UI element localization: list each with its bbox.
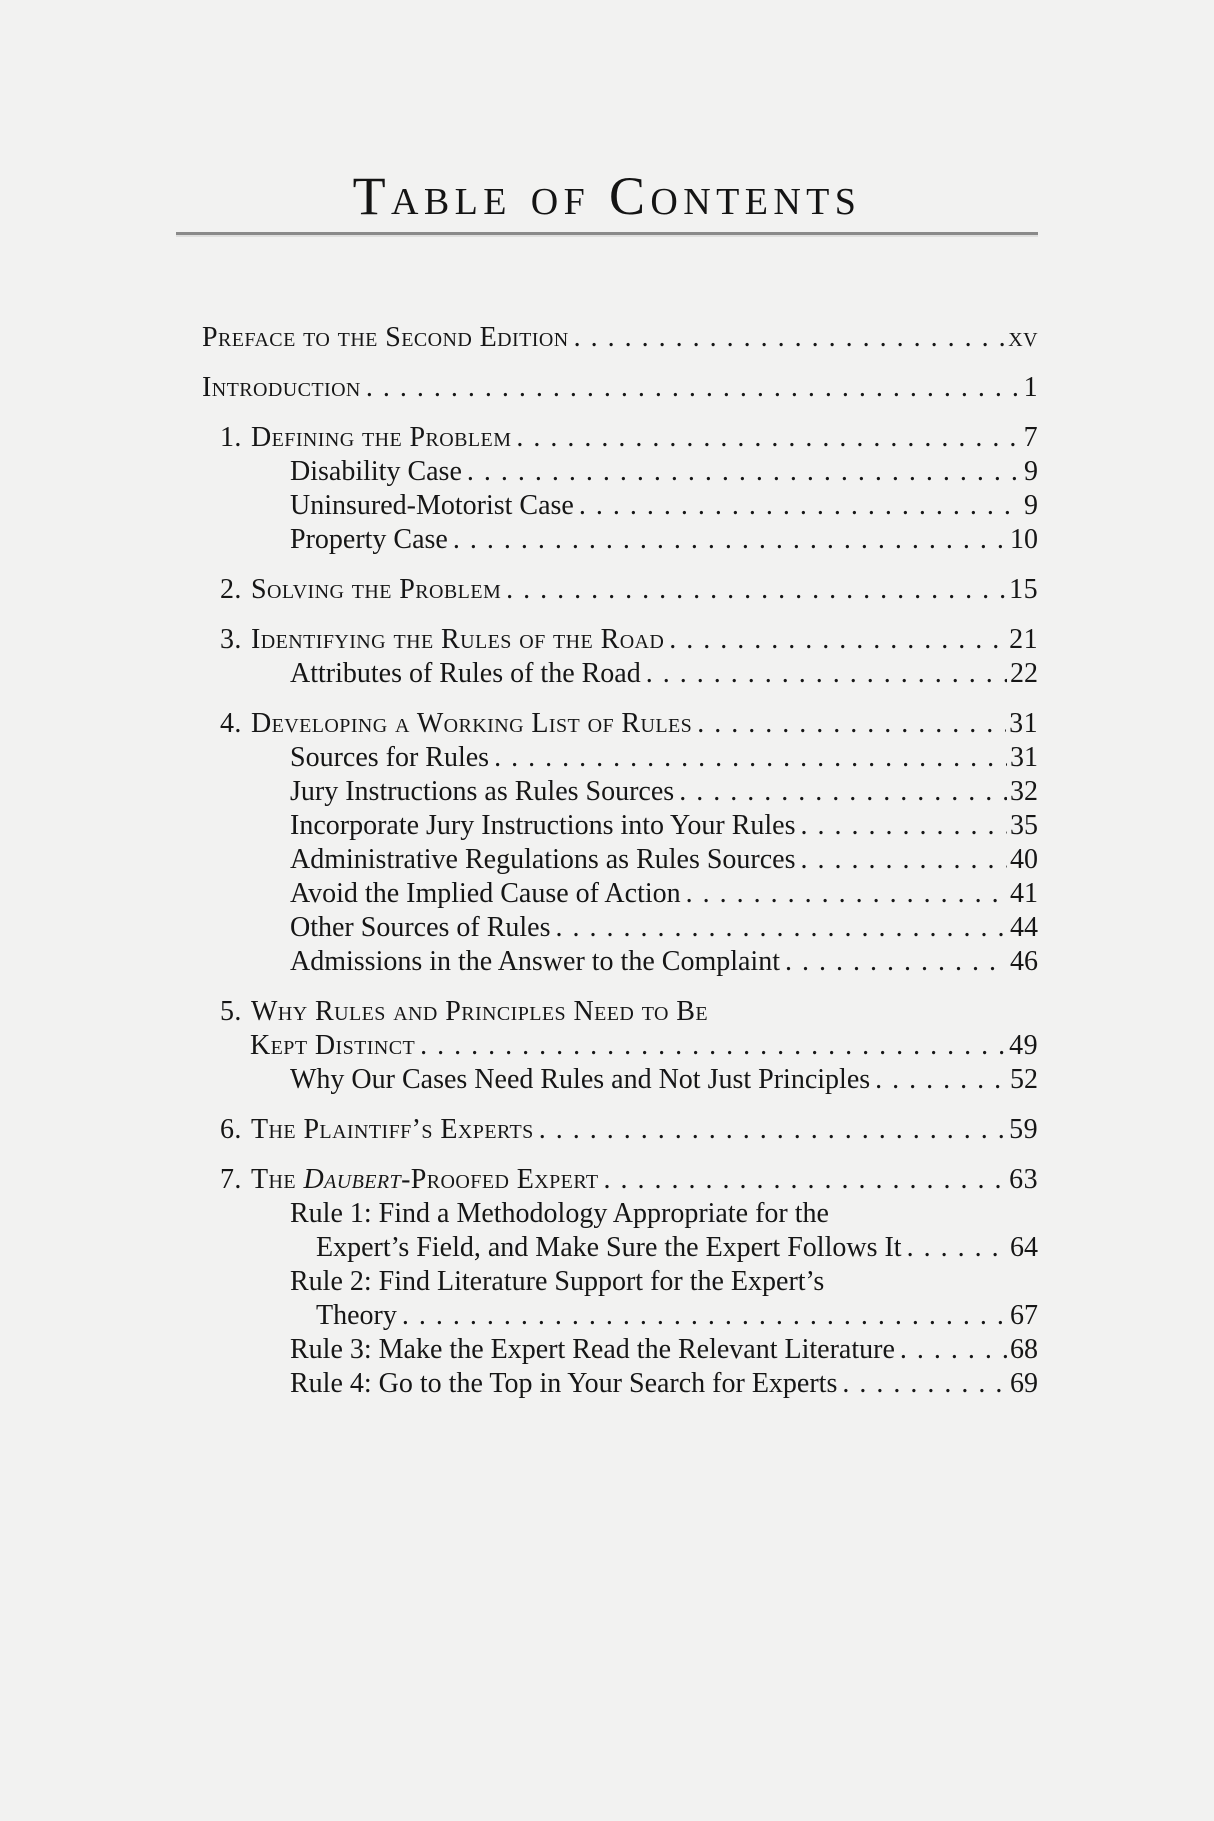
toc-entry-page: 64 (1010, 1232, 1038, 1263)
toc-entry-label: Identifying the Rules of the Road (251, 624, 665, 655)
dot-leader (366, 371, 1021, 405)
toc-entry-page: 1 (1023, 372, 1038, 403)
toc-entry (202, 1113, 1038, 1147)
dot-leader (801, 809, 1007, 843)
toc-entry-label: Disability Case (290, 456, 462, 487)
toc-entry-label: Rule 3: Make the Expert Read the Relevant Literature (290, 1334, 895, 1365)
dot-leader (679, 775, 1007, 809)
dot-leader (556, 911, 1007, 945)
toc-entry (202, 843, 1038, 877)
dot-leader (516, 421, 1020, 455)
toc-entry (202, 1333, 1038, 1367)
toc-entry-page: 69 (1010, 1368, 1038, 1399)
toc-entry-page: 63 (1009, 1164, 1038, 1195)
toc-entry-number: 4. (220, 708, 242, 739)
dot-leader (785, 945, 1007, 979)
dot-leader (420, 1029, 1006, 1063)
toc-entry-label: Property Case (290, 524, 448, 555)
toc-entry (202, 877, 1038, 911)
toc-entry-label: Rule 1: Find a Methodology Appropriate for the (290, 1198, 829, 1229)
toc-entry-page: xv (1008, 322, 1038, 353)
toc-entry-label: Defining the Problem (251, 422, 512, 453)
toc-entry (202, 1367, 1038, 1401)
table-of-contents (202, 321, 1038, 1401)
toc-entry-label: Why Rules and Principles Need to Be (251, 996, 709, 1027)
toc-entry-label: Introduction (202, 372, 361, 403)
toc-entry (202, 1299, 1038, 1333)
toc-entry (202, 775, 1038, 809)
toc-entry-label: Kept Distinct (250, 1030, 416, 1061)
dot-leader (875, 1063, 1007, 1097)
toc-entry-page: 68 (1010, 1334, 1038, 1365)
toc-entry-label: Admissions in the Answer to the Complaint (290, 946, 780, 977)
dot-leader (907, 1231, 1007, 1265)
toc-entry (202, 911, 1038, 945)
toc-entry-page: 22 (1010, 658, 1038, 689)
toc-entry-page: 9 (1024, 456, 1038, 487)
toc-entry-page: 31 (1010, 742, 1038, 773)
toc-entry-page: 52 (1010, 1064, 1038, 1095)
toc-entry-page: 15 (1009, 574, 1038, 605)
toc-entry-label: Avoid the Implied Cause of Action (290, 878, 681, 909)
toc-entry-label: Sources for Rules (290, 742, 490, 773)
toc-entry (202, 657, 1038, 691)
toc-entry-label: Rule 4: Go to the Top in Your Search for Experts (290, 1368, 838, 1399)
toc-entry-label: Developing a Working List of Rules (251, 708, 693, 739)
toc-entry-page: 35 (1010, 810, 1038, 841)
toc-entry-page: 40 (1010, 844, 1038, 875)
toc-entry-page: 10 (1010, 524, 1038, 555)
toc-entry (202, 573, 1038, 607)
toc-entry-number: 7. (220, 1164, 242, 1195)
toc-entry-label (251, 1163, 599, 1197)
toc-entry-label: Administrative Regulations as Rules Sources (290, 844, 796, 875)
dot-leader (646, 657, 1007, 691)
toc-entry-page: 31 (1009, 708, 1038, 739)
toc-entry (202, 1265, 1038, 1299)
dot-leader (539, 1113, 1006, 1147)
dot-leader (494, 741, 1007, 775)
dot-leader (604, 1163, 1007, 1197)
toc-entry (202, 455, 1038, 489)
toc-entry (202, 321, 1038, 355)
toc-entry (202, 707, 1038, 741)
toc-entry (202, 421, 1038, 455)
toc-entry-page: 44 (1010, 912, 1038, 943)
toc-entry-label-pre: The (251, 1164, 304, 1195)
toc-entry-page: 9 (1024, 490, 1038, 521)
dot-leader (801, 843, 1008, 877)
toc-entry-label: Jury Instructions as Rules Sources (290, 776, 675, 807)
toc-entry-number: 3. (220, 624, 242, 655)
toc-entry-page: 46 (1010, 946, 1038, 977)
dot-leader (574, 321, 1006, 355)
toc-entry-page: 59 (1009, 1114, 1038, 1145)
toc-entry-label-italic: Daubert (303, 1164, 402, 1195)
toc-entry-number: 2. (220, 574, 242, 605)
dot-leader (669, 623, 1006, 657)
toc-entry-page: 67 (1010, 1300, 1038, 1331)
dot-leader (686, 877, 1007, 911)
toc-entry-label: Attributes of Rules of the Road (290, 658, 641, 689)
toc-entry-label: Expert’s Field, and Make Sure the Expert Follows It (316, 1232, 902, 1263)
toc-entry-label: Why Our Cases Need Rules and Not Just Principles (290, 1064, 871, 1095)
toc-entry (202, 995, 1038, 1029)
toc-entry-label: Incorporate Jury Instructions into Your Rules (290, 810, 796, 841)
toc-entry-page: 49 (1009, 1030, 1038, 1061)
toc-entry (202, 489, 1038, 523)
title-rule (176, 232, 1038, 235)
toc-entry-label: Theory (316, 1300, 397, 1331)
toc-entry (202, 623, 1038, 657)
dot-leader (579, 489, 1021, 523)
toc-entry (202, 523, 1038, 557)
toc-entry (202, 741, 1038, 775)
toc-entry-label: Preface to the Second Edition (202, 322, 569, 353)
toc-entry-page: 32 (1010, 776, 1038, 807)
toc-entry (202, 809, 1038, 843)
toc-entry-label: Other Sources of Rules (290, 912, 551, 943)
dot-leader (453, 523, 1007, 557)
dot-leader (900, 1333, 1007, 1367)
page-header (176, 160, 1038, 235)
toc-entry (202, 1029, 1038, 1063)
toc-entry-number: 6. (220, 1114, 242, 1145)
toc-entry-label: Uninsured-Motorist Case (290, 490, 574, 521)
toc-entry (202, 945, 1038, 979)
dot-leader (402, 1299, 1007, 1333)
page-title: Table of Contents (352, 166, 862, 226)
toc-entry (202, 1163, 1038, 1197)
toc-entry-page: 41 (1010, 878, 1038, 909)
dot-leader (697, 707, 1006, 741)
toc-entry-label: The Plaintiff’s Experts (251, 1114, 534, 1145)
toc-entry (202, 1063, 1038, 1097)
dot-leader (842, 1367, 1007, 1401)
toc-entry (202, 1231, 1038, 1265)
toc-entry-number: 1. (220, 422, 242, 453)
toc-entry-number: 5. (220, 996, 242, 1027)
toc-entry-label: Rule 2: Find Literature Support for the Expert’s (290, 1266, 825, 1297)
toc-entry-page: 21 (1009, 624, 1038, 655)
dot-leader (506, 573, 1006, 607)
toc-entry-page: 7 (1023, 422, 1038, 453)
toc-entry-label-post: -Proofed Expert (401, 1164, 599, 1195)
dot-leader (467, 455, 1021, 489)
toc-entry (202, 1197, 1038, 1231)
toc-entry-label: Solving the Problem (251, 574, 502, 605)
toc-entry (202, 371, 1038, 405)
